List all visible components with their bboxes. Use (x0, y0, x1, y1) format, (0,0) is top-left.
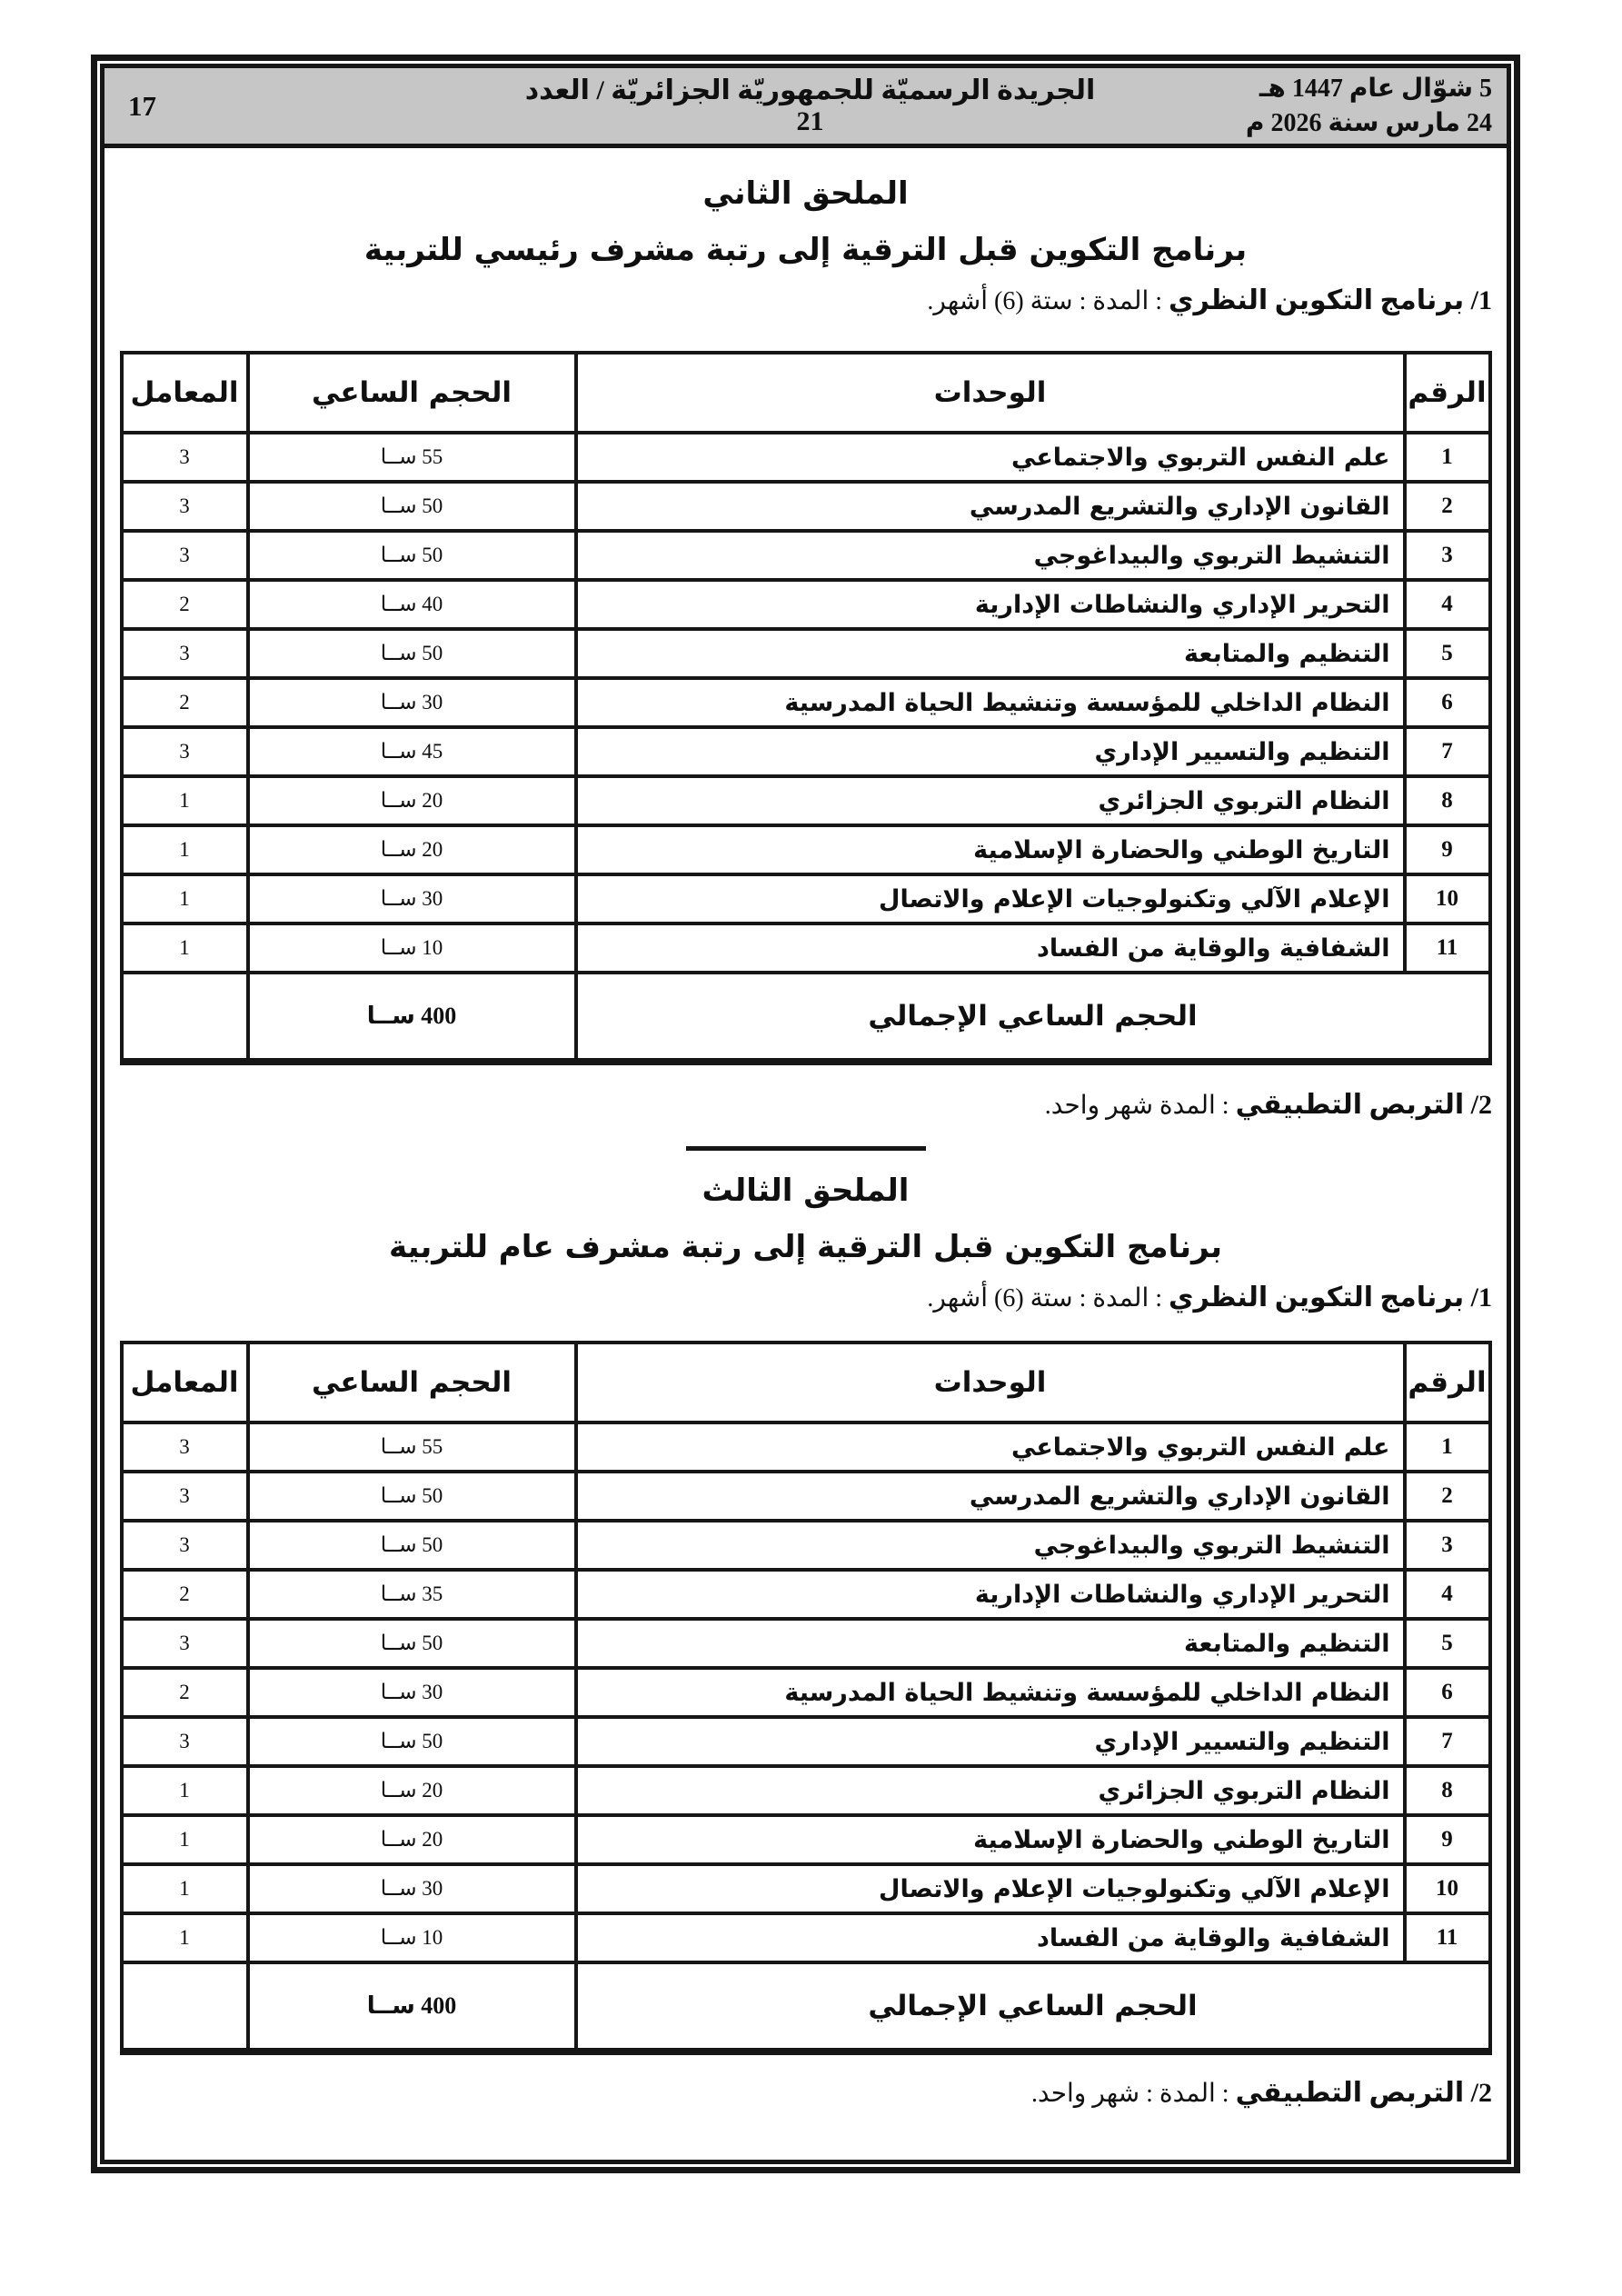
annex2-title: الملحق الثاني (702, 175, 909, 212)
table-body (122, 1423, 1490, 1962)
unit-name: النظام الداخلي للمؤسسة وتنشيط الحياة المدرسية (576, 678, 1405, 727)
coefficient-value: 3 (122, 1619, 248, 1668)
row-number: 8 (1405, 1766, 1490, 1815)
table-row (122, 580, 1490, 629)
hours-value: 30 ســا (248, 678, 576, 727)
coefficient-value: 3 (122, 1521, 248, 1570)
table-row (122, 1472, 1490, 1521)
annex3-program-table (120, 1341, 1492, 2055)
unit-name: التحرير الإداري والنشاطات الإدارية (576, 1570, 1405, 1619)
row-number: 8 (1405, 776, 1490, 825)
table-row (122, 1423, 1490, 1472)
annex3-practicum-line (104, 2077, 1492, 2109)
column-hours: الحجم الساعي (248, 353, 576, 433)
annex2-program-table (120, 351, 1492, 1065)
hours-value: 50 ســا (248, 1472, 576, 1521)
unit-name: الإعلام الآلي وتكنولوجيات الإعلام والاتصال (576, 1864, 1405, 1913)
table-body (122, 433, 1490, 973)
unit-name: التنظيم والمتابعة (576, 629, 1405, 678)
table-footer (122, 1962, 1490, 2051)
row-number: 6 (1405, 678, 1490, 727)
table-row (122, 727, 1490, 776)
hours-value: 20 ســا (248, 776, 576, 825)
row-number: 11 (1405, 923, 1490, 973)
hours-value: 50 ســا (248, 1521, 576, 1570)
row-number: 4 (1405, 580, 1490, 629)
coefficient-value: 3 (122, 531, 248, 580)
hours-value: 20 ســا (248, 1766, 576, 1815)
unit-name: التاريخ الوطني والحضارة الإسلامية (576, 825, 1405, 874)
coefficient-value: 1 (122, 1815, 248, 1864)
unit-name: الشفافية والوقاية من الفساد (576, 923, 1405, 973)
table-row (122, 1766, 1490, 1815)
page-frame-inner (100, 64, 1511, 2164)
unit-name: علم النفس التربوي والاجتماعي (576, 1423, 1405, 1472)
hours-value: 30 ســا (248, 1668, 576, 1717)
page-number: 17 (128, 89, 156, 122)
hours-value: 40 ســا (248, 580, 576, 629)
table-row (122, 433, 1490, 482)
row-number: 11 (1405, 1913, 1490, 1962)
coefficient-value: 1 (122, 874, 248, 923)
annex2-section (104, 175, 1507, 1121)
coefficient-value: 3 (122, 1717, 248, 1766)
unit-name: الشفافية والوقاية من الفساد (576, 1913, 1405, 1962)
row-number: 9 (1405, 825, 1490, 874)
coefficient-value: 2 (122, 580, 248, 629)
table-row (122, 1717, 1490, 1766)
coefficient-value: 3 (122, 629, 248, 678)
gregorian-date: 24 مارس سنة 2026 م (1245, 108, 1492, 137)
table-row (122, 482, 1490, 531)
annex2-practicum-line (104, 1089, 1492, 1121)
total-row (122, 973, 1490, 1062)
journal-title: الجريدة الرسميّة للجمهوريّة الجزائريّة / العدد 21 (524, 75, 1096, 136)
table-row (122, 1668, 1490, 1717)
masthead-band (104, 68, 1507, 148)
column-units: الوحدات (576, 1343, 1405, 1423)
total-label: الحجم الساعي الإجمالي (576, 1962, 1490, 2051)
coefficient-value: 2 (122, 1570, 248, 1619)
page-frame (91, 55, 1520, 2173)
unit-name: علم النفس التربوي والاجتماعي (576, 433, 1405, 482)
theory-label: 1/ برنامج التكوين النظري (1169, 1283, 1492, 1313)
row-number: 10 (1405, 874, 1490, 923)
total-empty-cell (122, 973, 248, 1062)
coefficient-value: 1 (122, 776, 248, 825)
unit-name: النظام الداخلي للمؤسسة وتنشيط الحياة المدرسية (576, 1668, 1405, 1717)
unit-name: التحرير الإداري والنشاطات الإدارية (576, 580, 1405, 629)
annex2-theory-line (104, 285, 1492, 316)
hours-value: 10 ســا (248, 923, 576, 973)
row-number: 9 (1405, 1815, 1490, 1864)
row-number: 6 (1405, 1668, 1490, 1717)
hours-value: 50 ســا (248, 531, 576, 580)
coefficient-value: 3 (122, 482, 248, 531)
column-number: الرقم (1405, 353, 1490, 433)
table-row (122, 923, 1490, 973)
unit-name: التنشيط التربوي والبيداغوجي (576, 531, 1405, 580)
row-number: 3 (1405, 1521, 1490, 1570)
practicum-detail: : المدة شهر واحد. (1044, 1092, 1236, 1120)
table-row (122, 1521, 1490, 1570)
coefficient-value: 1 (122, 825, 248, 874)
total-empty-cell (122, 1962, 248, 2051)
total-row (122, 1962, 1490, 2051)
total-hours: 400 ســا (248, 1962, 576, 2051)
hours-value: 50 ســا (248, 1717, 576, 1766)
unit-name: التنشيط التربوي والبيداغوجي (576, 1521, 1405, 1570)
hours-value: 10 ســا (248, 1913, 576, 1962)
row-number: 7 (1405, 1717, 1490, 1766)
coefficient-value: 3 (122, 727, 248, 776)
annex3-subtitle: برنامج التكوين قبل الترقية إلى رتبة مشرف عام للتربية (389, 1229, 1222, 1265)
row-number: 2 (1405, 1472, 1490, 1521)
row-number: 1 (1405, 433, 1490, 482)
theory-detail: : المدة : ستة (6) أشهر. (927, 287, 1169, 315)
table-row (122, 1864, 1490, 1913)
hours-value: 20 ســا (248, 825, 576, 874)
coefficient-value: 2 (122, 1668, 248, 1717)
hours-value: 50 ســا (248, 1619, 576, 1668)
row-number: 5 (1405, 629, 1490, 678)
coefficient-value: 1 (122, 923, 248, 973)
coefficient-value: 1 (122, 1864, 248, 1913)
coefficient-value: 3 (122, 1423, 248, 1472)
masthead-dates (1101, 72, 1492, 141)
row-number: 3 (1405, 531, 1490, 580)
coefficient-value: 3 (122, 433, 248, 482)
unit-name: التنظيم والمتابعة (576, 1619, 1405, 1668)
coefficient-value: 1 (122, 1913, 248, 1962)
column-coefficient: المعامل (122, 353, 248, 433)
table-row (122, 678, 1490, 727)
practicum-detail: : المدة : شهر واحد. (1031, 2080, 1236, 2108)
practicum-label: 2/ التربص التطبيقي (1235, 1090, 1492, 1120)
column-hours: الحجم الساعي (248, 1343, 576, 1423)
theory-label: 1/ برنامج التكوين النظري (1169, 285, 1492, 315)
theory-detail: : المدة : ستة (6) أشهر. (927, 1284, 1169, 1313)
annex3-title: الملحق الثالث (702, 1173, 910, 1209)
row-number: 4 (1405, 1570, 1490, 1619)
annex2-subtitle: برنامج التكوين قبل الترقية إلى رتبة مشرف رئيسي للتربية (363, 232, 1248, 268)
section-divider (686, 1146, 926, 1151)
total-hours: 400 ســا (248, 973, 576, 1062)
table-row (122, 1619, 1490, 1668)
table-row (122, 776, 1490, 825)
hours-value: 20 ســا (248, 1815, 576, 1864)
table-footer (122, 973, 1490, 1062)
coefficient-value: 3 (122, 1472, 248, 1521)
table-row (122, 825, 1490, 874)
unit-name: الإعلام الآلي وتكنولوجيات الإعلام والاتصال (576, 874, 1405, 923)
row-number: 7 (1405, 727, 1490, 776)
table-row (122, 629, 1490, 678)
table-row (122, 874, 1490, 923)
hours-value: 45 ســا (248, 727, 576, 776)
table-header (122, 1343, 1490, 1423)
hours-value: 50 ســا (248, 482, 576, 531)
unit-name: النظام التربوي الجزائري (576, 776, 1405, 825)
hours-value: 30 ســا (248, 1864, 576, 1913)
annex3-section (104, 1173, 1507, 2109)
unit-name: التنظيم والتسيير الإداري (576, 727, 1405, 776)
hours-value: 35 ســا (248, 1570, 576, 1619)
table-row (122, 531, 1490, 580)
unit-name: القانون الإداري والتشريع المدرسي (576, 482, 1405, 531)
row-number: 5 (1405, 1619, 1490, 1668)
hours-value: 55 ســا (248, 1423, 576, 1472)
unit-name: التنظيم والتسيير الإداري (576, 1717, 1405, 1766)
row-number: 1 (1405, 1423, 1490, 1472)
column-units: الوحدات (576, 353, 1405, 433)
hours-value: 50 ســا (248, 629, 576, 678)
unit-name: التاريخ الوطني والحضارة الإسلامية (576, 1815, 1405, 1864)
unit-name: القانون الإداري والتشريع المدرسي (576, 1472, 1405, 1521)
table-row (122, 1913, 1490, 1962)
table-row (122, 1570, 1490, 1619)
table-header (122, 353, 1490, 433)
row-number: 2 (1405, 482, 1490, 531)
hijri-date: 5 شوّال عام 1447 هـ (1259, 74, 1492, 103)
column-coefficient: المعامل (122, 1343, 248, 1423)
total-label: الحجم الساعي الإجمالي (576, 973, 1490, 1062)
row-number: 10 (1405, 1864, 1490, 1913)
coefficient-value: 2 (122, 678, 248, 727)
hours-value: 30 ســا (248, 874, 576, 923)
hours-value: 55 ســا (248, 433, 576, 482)
column-number: الرقم (1405, 1343, 1490, 1423)
practicum-label: 2/ التربص التطبيقي (1235, 2078, 1492, 2108)
annex3-theory-line (104, 1282, 1492, 1313)
table-row (122, 1815, 1490, 1864)
coefficient-value: 1 (122, 1766, 248, 1815)
unit-name: النظام التربوي الجزائري (576, 1766, 1405, 1815)
